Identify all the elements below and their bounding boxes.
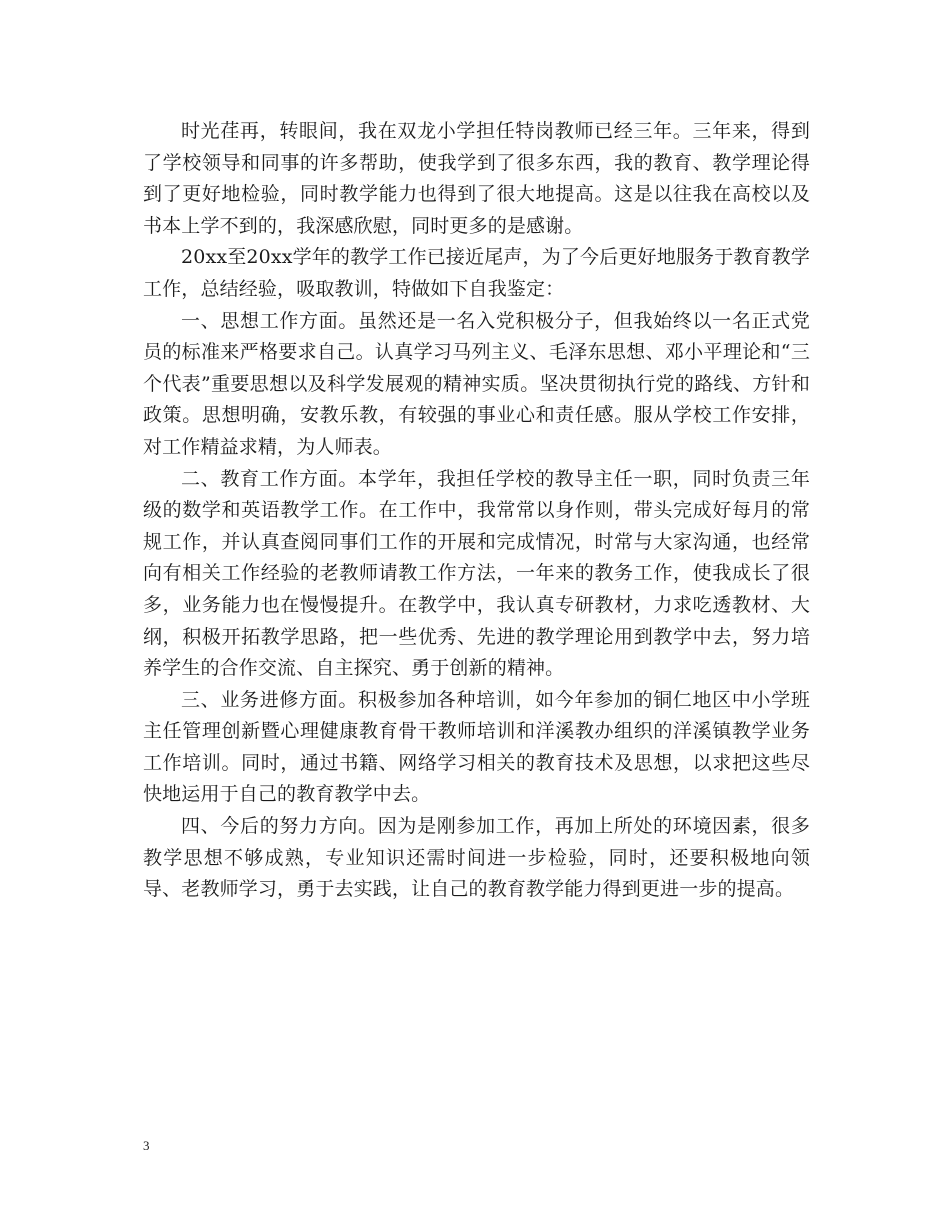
document-body — [143, 116, 810, 906]
intro-paragraph: 时光荏再，转眼间，我在双龙小学担任特岗教师已经三年。三年来，得到了学校领导和同事的许多帮助，使我学到了很多东西，我的教育、教学理论得到了更好地检验，同时教学能力也得到了很大地提高。这是以往我在高校以及书本上学不到的，我深感欣慰，同时更多的是感谢。 — [143, 120, 810, 237]
page-number: 3 — [143, 1138, 150, 1153]
ideology-paragraph: 一、思想工作方面。虽然还是一名入党积极分子，但我始终以一名正式党员的标准来严格要求自己。认真学习马列主义、毛泽东思想、邓小平理论和“三个代表”重要思想以及科学发展观的精神实质。坚决贯彻执行党的路线、方针和政策。思想明确，安教乐教，有较强的事业心和责任感。服从学校工作安排，对工作精益求精，为人师表。 — [143, 309, 810, 458]
professional-training-paragraph: 三、业务进修方面。积极参加各种培训，如今年参加的铜仁地区中小学班主任管理创新暨心理健康教育骨干教师培训和洋溪教办组织的洋溪镇教学业务工作培训。同时，通过书籍、网络学习相关的教育技术及思想，以求把这些尽快地运用于自己的教育教学中去。 — [143, 688, 810, 806]
education-work-paragraph: 二、教育工作方面。本学年，我担任学校的教导主任一职，同时负责三年级的数学和英语教学工作。在工作中，我常常以身作则，带头完成好每月的常规工作，并认真查阅同事们工作的开展和完成情况，时常与大家沟通，也经常向有相关工作经验的老教师请教工作方法，一年来的教务工作，使我成长了很多，业务能力也在慢慢提升。在教学中，我认真专研教材，力求吃透教材、大纲，积极开拓教学思路，把一些优秀、先进的教学理论用到教学中去，努力培养学生的合作交流、自主探究、勇于创新的精神。 — [143, 467, 810, 680]
purpose-paragraph: 20xx至20xx学年的教学工作已接近尾声，为了今后更好地服务于教育教学工作，总结经验，吸取教训，特做如下自我鉴定： — [143, 246, 810, 300]
future-direction-paragraph: 四、今后的努力方向。因为是刚参加工作，再加上所处的环境因素，很多教学思想不够成熟，专业知识还需时间进一步检验，同时，还要积极地向领导、老教师学习，勇于去实践，让自己的教育教学能力得到更进一步的提高。 — [143, 815, 810, 901]
